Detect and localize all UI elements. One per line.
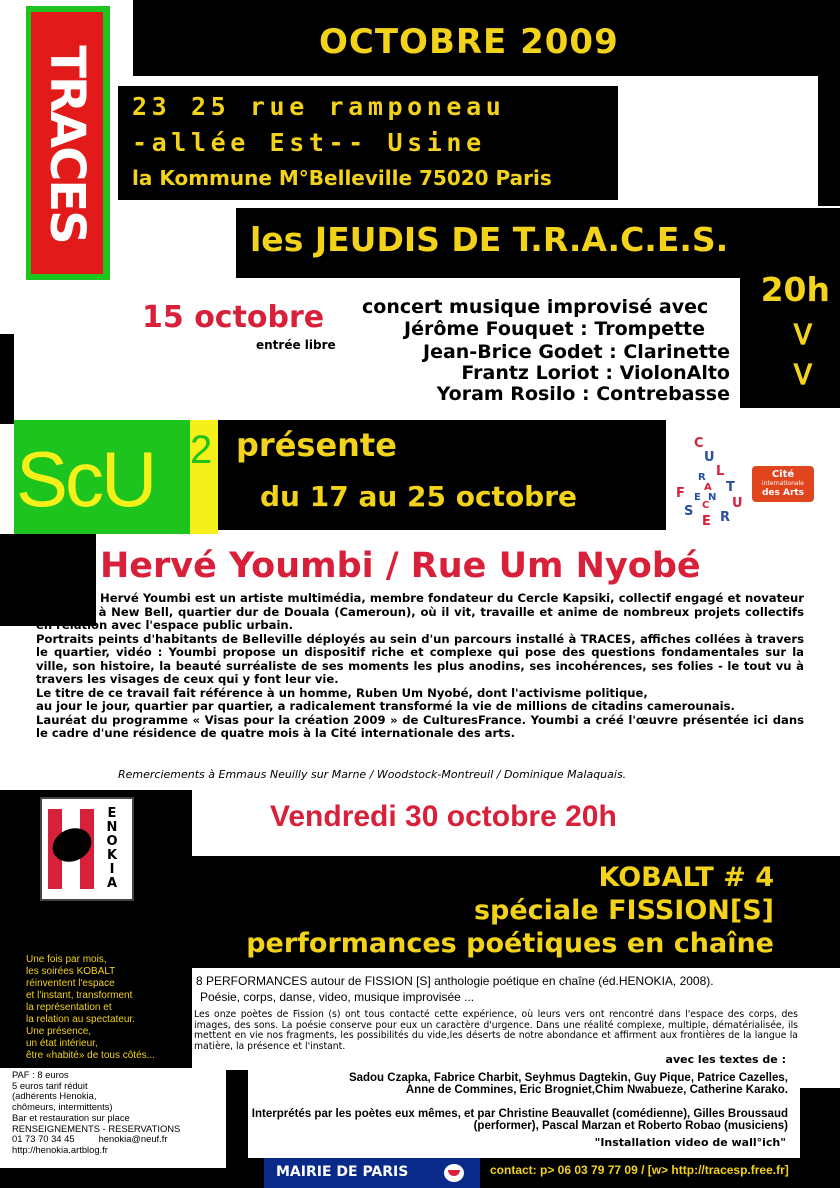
herve-thanks: Remerciements à Emmaus Neuilly sur Marne / Woodstock-Montreuil / Dominique Malaquais. bbox=[118, 768, 627, 781]
right-edge-strip bbox=[818, 76, 840, 206]
kobalt-right-strip bbox=[800, 1088, 840, 1158]
scu2-banner bbox=[218, 420, 666, 530]
paf-blog[interactable]: http://henokia.artblog.fr bbox=[12, 1143, 108, 1155]
arrow-2: < bbox=[782, 359, 823, 389]
month-title: OCTOBRE 2009 bbox=[319, 22, 619, 62]
kobalt-authors: Sadou Czapka, Fabrice Charbit, Seyhmus Dagtekin, Guy Pique, Patrice Cazelles, Anne de Commines, Eric Brogniet,Chim Nwabueze, Catherine Karako. bbox=[348, 1072, 788, 1096]
kobalt-side-text: Une fois par mois, les soirées KOBALT réinventent l'espace et l'instant, transforment la représentation et la relation au spectateur. Une présence, un état intérieur, être «habité» de tous côtés... bbox=[26, 954, 155, 1061]
culturesfrance-logo: C U L T U R E S F R A N C E bbox=[676, 436, 743, 529]
scu2-logo bbox=[14, 420, 218, 534]
kobalt-avec: avec les textes de : bbox=[665, 1053, 786, 1066]
henokia-logo: E N O K I A bbox=[40, 797, 134, 901]
musician-3: Frantz Loriot : ViolonAlto bbox=[461, 362, 730, 384]
paf-phone: 01 73 70 34 45 bbox=[12, 1133, 75, 1145]
jeudis-right-column bbox=[740, 270, 840, 408]
kobalt-interpretes: Interprétés par les poètes eux mêmes, et par Christine Beauvallet (comédienne), Gilles Broussaud (performer), Pascal Marzan et Roberto Robao (musiciens) bbox=[251, 1108, 788, 1132]
musician-1: Jérôme Fouquet : Trompette bbox=[404, 318, 706, 340]
kobalt-title-2: spéciale FISSION[S] bbox=[473, 895, 774, 926]
scu2-presente: présente bbox=[236, 426, 397, 464]
kobalt-perf-line-1: 8 PERFORMANCES autour de FISSION [S] anthologie poétique en chaîne (éd.HENOKIA, 2008). bbox=[196, 974, 714, 988]
address-line-2: -allée Est-- Usine bbox=[132, 128, 486, 157]
kobalt-installation: "Installation video de wall°ich" bbox=[594, 1136, 786, 1149]
mairie-ship-icon bbox=[444, 1164, 464, 1182]
musician-2: Jean-Brice Godet : Clarinette bbox=[423, 341, 730, 363]
kobalt-title-1: KOBALT # 4 bbox=[598, 862, 774, 893]
kobalt-perf-line-2: Poésie, corps, danse, video, musique improvisée ... bbox=[200, 990, 475, 1004]
footer-contact[interactable]: contact: p> 06 03 79 77 09 / [w> http://tracesp.free.fr] bbox=[490, 1163, 789, 1177]
traces-logo-text: TRACES bbox=[39, 45, 95, 243]
left-edge-strip bbox=[0, 334, 14, 424]
address-line-3: la Kommune M°Belleville 75020 Paris bbox=[132, 166, 552, 190]
scu2-dates: du 17 au 25 octobre bbox=[260, 480, 578, 513]
arrow-1: < bbox=[782, 319, 823, 349]
mairie-logo bbox=[264, 1158, 480, 1188]
mairie-text: MAIRIE DE PARIS bbox=[276, 1164, 409, 1180]
address-line-1: 23 25 rue ramponeau bbox=[132, 92, 506, 121]
paf-email[interactable]: henokia@neuf.fr bbox=[98, 1133, 168, 1145]
concert-title: concert musique improvisé avec bbox=[362, 296, 709, 318]
jeudis-entry: entrée libre bbox=[256, 338, 336, 352]
musician-4: Yoram Rosilo : Contrebasse bbox=[436, 383, 730, 405]
kobalt-title-3: performances poétiques en chaîne bbox=[246, 928, 774, 959]
jeudis-date: 15 octobre bbox=[142, 300, 325, 335]
kobalt-date: Vendredi 30 octobre 20h bbox=[270, 800, 617, 833]
address-block bbox=[118, 86, 618, 200]
jeudis-time: 20h bbox=[760, 270, 830, 309]
scu-exponent: 2 bbox=[190, 428, 213, 472]
month-banner bbox=[133, 0, 840, 76]
herve-title: Hervé Youmbi / Rue Um Nyobé bbox=[100, 546, 701, 586]
jeudis-title: les JEUDIS DE T.R.A.C.E.S. bbox=[250, 220, 729, 259]
cite-arts-logo: Cité internationale des Arts bbox=[752, 466, 814, 502]
traces-logo bbox=[26, 6, 110, 280]
kobalt-perf-desc: Les onze poètes de Fission (s) ont tous contacté cette expérience, où leurs vers ont rencontré dans l'espace des corps, des images, des sons. La poésie conserve pour eux un caractère d'urgence. Dans une réalité complexe, multiple, dématérialisée, ils mettent en vie nos fragments, les possibilités du vide,les déserts de notre abondance et affirment aux frontières de la langue la matière, la présence et l'instant. bbox=[194, 1009, 798, 1052]
paf-box: PAF : 8 euros 5 euros tarif réduit (adhérents Henokia, chômeurs, intermittents) Bar et restauration sur place RENSEIGNEMENTS - RESERVATIONS 01 73 70 34 45 henokia@neuf.fr http://henokia.artblog.fr bbox=[0, 1068, 226, 1168]
scu-text: ScU bbox=[16, 435, 155, 523]
herve-para-1: Hervé Youmbi est un artiste multimédia, membre fondateur du Cercle Kapsiki, collectif engagé et novateur implanté à New Bell, quartier dur de Douala (Cameroun), où il vit, travaille et anime de nombreux projets collectifs en relation avec l'espace public urbain. Portraits peints d'habitants de Belleville déployés au sein d'un parcours installé à TRACES, affiches collées à travers le quartier, vidéo : Youmbi propose un dispositif riche et complexe qui pose des questions fondamentales sur la ville, son histoire, la beauté surréaliste de ses moments les plus anodins, ses incohérences, ses folies - le tout vu à travers les visages de ceux qui y font leur vie. Le titre de ce travail fait référence à un homme, Ruben Um Nyobé, dont l'activisme politique, au jour le jour, quartier par quartier, a radicalement transformé la vie de millions de citadins camerounais. Lauréat du programme « Visas pour la création 2009 » de CulturesFrance. Youmbi a créé l'œuvre présentée ici dans le cadre d'une résidence de quatre mois à la Cité internationale des arts. bbox=[36, 591, 804, 740]
jeudis-banner bbox=[236, 208, 840, 278]
